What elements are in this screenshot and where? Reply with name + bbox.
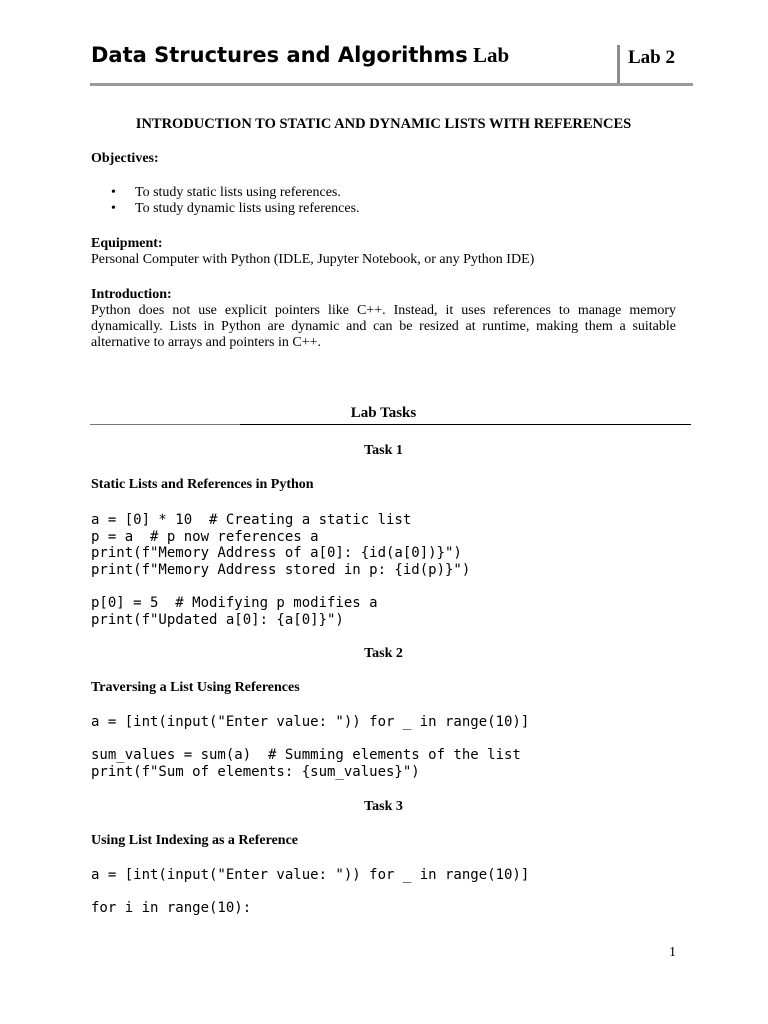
objectives-list: [111, 185, 360, 217]
header-divider: [617, 45, 620, 83]
lab-tasks-rule-shade: [90, 424, 240, 425]
equipment-text: Personal Computer with Python (IDLE, Jupyter Notebook, or any Python IDE): [91, 252, 535, 267]
objectives-heading: Objectives:: [91, 151, 159, 166]
task-1-number: Task 1: [364, 443, 403, 458]
equipment-heading: Equipment:: [91, 236, 163, 251]
objective-text: To study dynamic lists using references.: [135, 201, 360, 217]
introduction-heading: Introduction:: [91, 287, 172, 302]
header-course-name: Data Structures and Algorithms: [91, 43, 468, 67]
list-item: [111, 201, 360, 217]
introduction-text: Python does not use explicit pointers like C++. Instead, it uses references to manage memory dynamically. Lists in Python are dynamic and can be resized at runtime, making them a suitable alternative to arrays and pointers in C++.: [91, 303, 676, 351]
bullet-icon: •: [111, 185, 116, 200]
task-2-code: a = [int(input("Enter value: ")) for _ in range(10)] sum_values = sum(a) # Summing elements of the list print(f"Sum of elements: {sum_values}"): [91, 714, 530, 780]
task-1-title: Static Lists and References in Python: [91, 477, 314, 492]
task-3-number: Task 3: [364, 799, 403, 814]
header-rule: [90, 83, 693, 86]
header-lab-word: Lab: [473, 43, 510, 67]
page-number: 1: [669, 945, 676, 960]
task-2-number: Task 2: [364, 646, 403, 661]
task-1-code: a = [0] * 10 # Creating a static list p = a # p now references a print(f"Memory Address of a[0]: {id(a[0])}") print(f"Memory Address stored in p: {id(p)}") p[0] = 5 # Modifying p modifies a print(f"Updated a[0]: {a[0]}"): [91, 512, 471, 628]
list-item: [111, 185, 360, 201]
task-3-code: a = [int(input("Enter value: ")) for _ in range(10)] for i in range(10):: [91, 867, 530, 917]
task-3-title: Using List Indexing as a Reference: [91, 833, 299, 848]
bullet-icon: •: [111, 201, 116, 217]
task-2-title: Traversing a List Using References: [91, 680, 300, 695]
lab-tasks-heading: Lab Tasks: [350, 405, 417, 421]
document-header-title: [91, 43, 509, 68]
objective-text: To study static lists using references.: [135, 185, 341, 200]
document-title: INTRODUCTION TO STATIC AND DYNAMIC LISTS WITH REFERENCES: [135, 116, 632, 132]
header-lab-number: Lab 2: [628, 47, 675, 68]
